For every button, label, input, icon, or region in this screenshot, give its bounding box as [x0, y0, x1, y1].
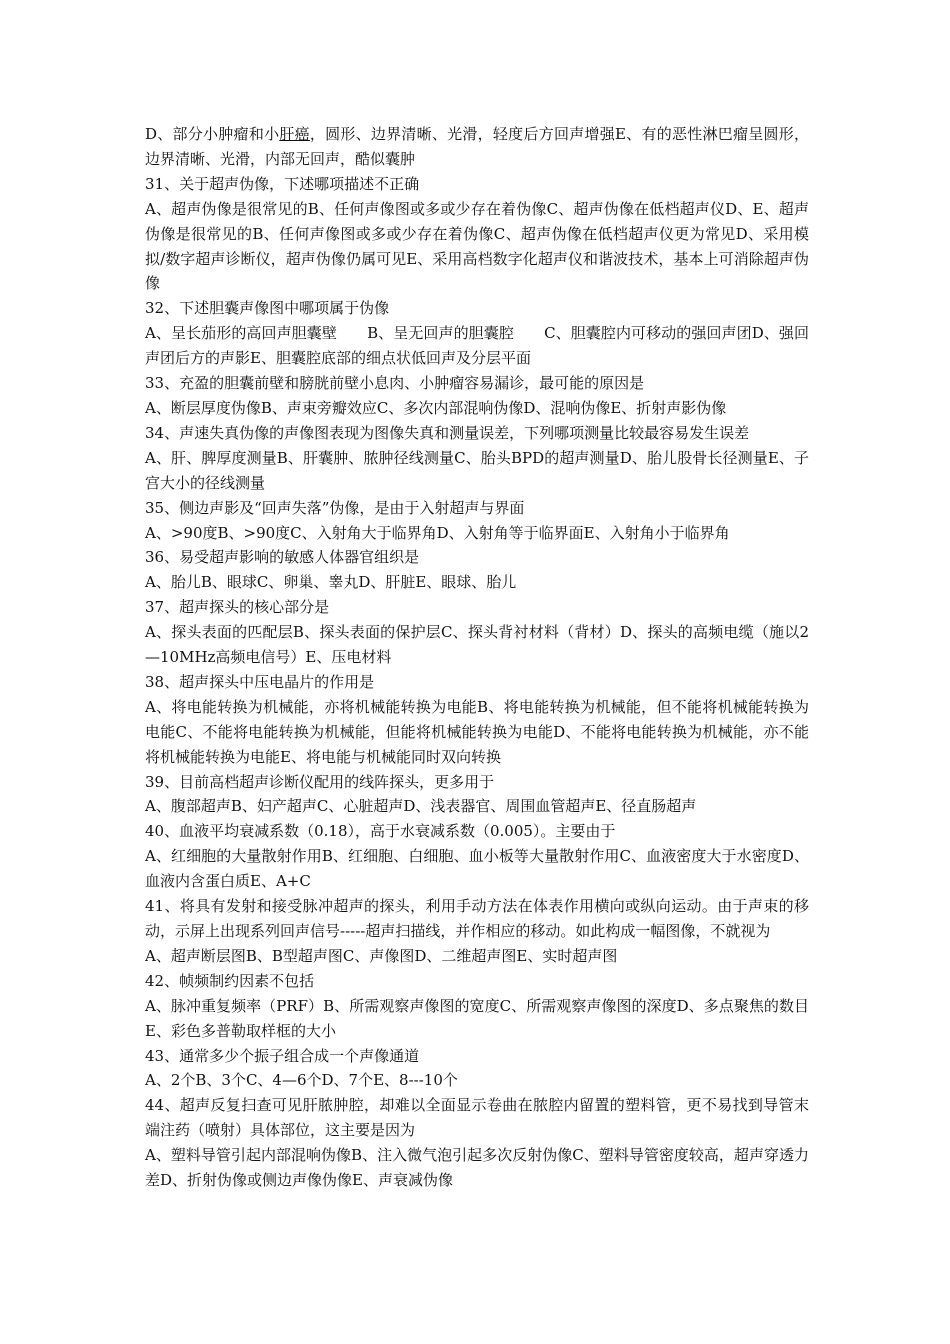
question-32-options: A、呈长茄形的高回声胆囊壁 B、呈无回声的胆囊腔 C、胆囊腔内可移动的强回声团D、强回声团后方的声影E、胆囊腔底部的细点状低回声及分层平面 — [145, 324, 809, 368]
question-35-options: A、>90度B、>90度C、入射角大于临界角D、入射角等于临界面E、入射角小于临界角 — [145, 523, 730, 542]
question-42-options: A、脉冲重复频率（PRF）B、所需观察声像图的宽度C、所需观察声像图的深度D、多点聚焦的数目E、彩色多普勒取样框的大小 — [145, 996, 809, 1040]
question-34-stem: 34、声速失真伪像的声像图表现为图像失真和测量误差，下列哪项测量比较最容易发生误差 — [145, 423, 750, 442]
question-33-options: A、断层厚度伪像B、声束旁瓣效应C、多次内部混响伪像D、混响伪像E、折射声影伪像 — [145, 398, 727, 417]
question-39-options: A、腹部超声B、妇产超声C、心脏超声D、浅表器官、周围血管超声E、径直肠超声 — [145, 797, 697, 816]
question-44-options: A、塑料导管引起内部混响伪像B、注入微气泡引起多次反射伪像C、塑料导管密度较高，超声穿透力差D、折射伪像或侧边声像伪像E、声衰减伪像 — [145, 1146, 809, 1190]
lead-text-underlined: 肝癌 — [279, 125, 310, 143]
question-31-options: A、超声伪像是很常见的B、任何声像图或多或少存在着伪像C、超声伪像在低档超声仪D、E、超声伪像是很常见的B、任何声像图或多或少存在着伪像C、超声伪像在低档超声仪更为常见D、采用模拟/数字超声诊断仪，超声伪像仍属可见E、采用高档数字化超声仪和谐波技术，基本上可消除超声伪像 — [145, 199, 809, 293]
question-40-stem: 40、血液平均衰减系数（0.18），高于水衰减系数（0.005）。主要由于 — [145, 822, 616, 841]
question-38-options: A、将电能转换为机械能，亦将机械能转换为电能B、将电能转换为机械能，但不能将机械能转换为电能C、不能将电能转换为机械能，但能将机械能转换为电能D、不能将电能转换为机械能，亦不能将机械能转换为电能E、将电能与机械能同时双向转换 — [145, 697, 809, 766]
question-32-stem: 32、下述胆囊声像图中哪项属于伪像 — [145, 299, 390, 318]
question-37-stem: 37、超声探头的核心部分是 — [145, 598, 330, 617]
question-41-stem: 41、将具有发射和接受脉冲超声的探头，利用手动方法在体表作用横向或纵向运动。由于声束的移动，示屏上出现系列回声信号-----超声扫描线，并作相应的移动。如此构成一幅图像，不就视为 — [145, 897, 809, 940]
question-40-options: A、红细胞的大量散射作用B、红细胞、白细胞、血小板等大量散射作用C、血液密度大于水密度D、血液内含蛋白质E、A+C — [145, 847, 809, 891]
document-page — [145, 122, 809, 1193]
question-41-options: A、超声断层图B、B型超声图C、声像图D、二维超声图E、实时超声图 — [145, 946, 618, 965]
question-42-stem: 42、帧频制约因素不包括 — [145, 971, 315, 990]
question-43-options: A、2个B、3个C、4—6个D、7个E、8---10个 — [145, 1071, 458, 1090]
question-36-options: A、胎儿B、眼球C、卵巢、睾丸D、肝脏E、眼球、胎儿 — [145, 573, 517, 592]
lead-text-after: ，圆形、边界清晰、光滑，轻度后方回声增强E、有的恶性淋巴瘤呈圆形，边界清晰、光滑，内部无回声，酷似囊肿 — [145, 125, 809, 168]
question-35-stem: 35、侧边声影及“回声失落”伪像，是由于入射超声与界面 — [145, 498, 525, 517]
question-38-stem: 38、超声探头中压电晶片的作用是 — [145, 672, 375, 691]
lead-paragraph — [145, 122, 809, 172]
question-31-stem: 31、关于超声伪像，下述哪项描述不正确 — [145, 174, 420, 193]
question-37-options: A、探头表面的匹配层B、探头表面的保护层C、探头背衬材料（背材）D、探头的高频电缆（施以2—10MHz高频电信号）E、压电材料 — [145, 623, 809, 667]
question-36-stem: 36、易受超声影响的敏感人体器官组织是 — [145, 548, 420, 567]
question-39-stem: 39、目前高档超声诊断仪配用的线阵探头，更多用于 — [145, 772, 495, 791]
question-43-stem: 43、通常多少个振子组合成一个声像通道 — [145, 1046, 420, 1065]
lead-text-before: D、部分小肿瘤和小 — [145, 125, 280, 143]
question-34-options: A、肝、脾厚度测量B、肝囊肿、脓肿径线测量C、胎头BPD的超声测量D、胎儿股骨长径测量E、子宫大小的径线测量 — [145, 448, 809, 492]
question-44-stem: 44、超声反复扫查可见肝脓肿腔，却难以全面显示卷曲在脓腔内留置的塑料管，更不易找到导管末端注药（喷射）具体部位，这主要是因为 — [145, 1096, 809, 1140]
question-33-stem: 33、充盈的胆囊前壁和膀胱前壁小息肉、小肿瘤容易漏诊，最可能的原因是 — [145, 374, 645, 393]
